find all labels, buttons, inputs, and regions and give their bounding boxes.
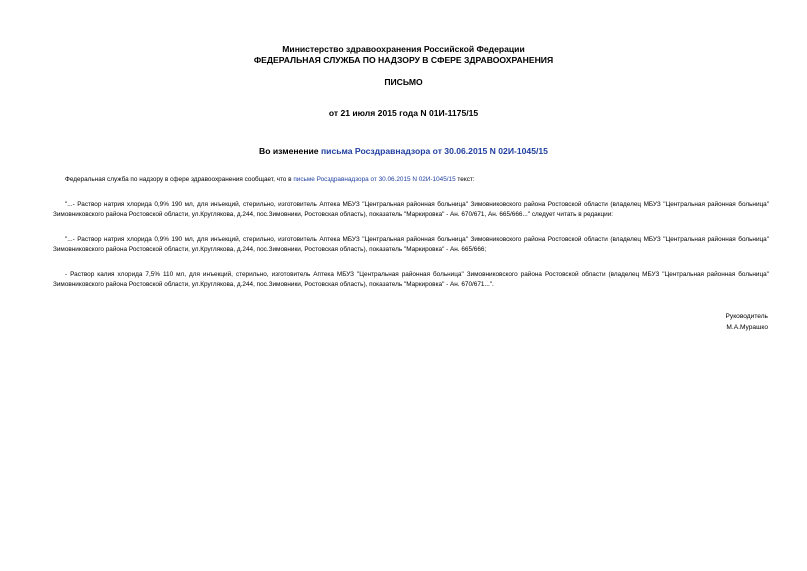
new-text-paragraph-2: - Раствор калия хлорида 7,5% 110 мл, для инъекций, стерильно, изготовитель Аптека МБУЗ "Центральная районная больница" Зимовниковского района Ростовской области (владелец МБУЗ "Центральная районная больница" Зимовниковского района Ростовской области, ул.Круглякова, д.244, пос.Зимовники, Ростовская область), показатель "Маркировка" - Ан. 670/671...".	[53, 270, 769, 288]
new-text-paragraph-1: "...- Раствор натрия хлорида 0,9% 190 мл, для инъекций, стерильно, изготовитель Аптека МБУЗ "Центральная районная больница" Зимовниковского района Ростовской области (владелец МБУЗ "Центральная районная больница" Зимовниковского района Ростовской области, ул.Круглякова, д.244, пос.Зимовники, Ростовская область), показатель "Маркировка" - Ан. 665/666;	[53, 235, 769, 253]
signature-block	[726, 311, 768, 333]
old-text-paragraph: "...- Раствор натрия хлорида 0,9% 190 мл, для инъекций, стерильно, изготовитель Аптека МБУЗ "Центральная районная больница" Зимовниковского района Ростовской области (владелец МБУЗ "Центральная районная больница" Зимовниковского района Ростовской области, ул.Круглякова, д.244, пос.Зимовники, Ростовская область), показатель "Маркировка" - Ан. 670/671, Ан. 665/666..." следует читать в редакции:	[53, 200, 769, 218]
signatory-title: Руководитель	[725, 313, 768, 320]
letter-type: ПИСЬМО	[384, 77, 423, 87]
intro-paragraph	[53, 175, 769, 186]
signatory-name: М.А.Мурашко	[726, 324, 768, 331]
intro-reference-link[interactable]: письме Росздравнадзора от 30.06.2015 N 02И-1045/15	[293, 176, 456, 183]
service-name: ФЕДЕРАЛЬНАЯ СЛУЖБА ПО НАДЗОРУ В СФЕРЕ ЗДРАВООХРАНЕНИЯ	[253, 55, 554, 65]
letter-date-number: от 21 июля 2015 года N 01И-1175/15	[328, 108, 479, 118]
intro-text-after: текст:	[455, 176, 475, 183]
subject-reference-link[interactable]: письма Росздравнадзора от 30.06.2015 N 02И-1045/15	[320, 146, 548, 156]
subject-prefix: Во изменение	[259, 146, 321, 156]
document-header	[0, 44, 807, 66]
intro-text-before: Федеральная служба по надзору в сфере здравоохранения сообщает, что в	[65, 176, 294, 183]
letter-subject	[0, 146, 807, 156]
letter-body	[53, 175, 769, 305]
ministry-name: Министерство здравоохранения Российской Федерации	[282, 44, 525, 54]
